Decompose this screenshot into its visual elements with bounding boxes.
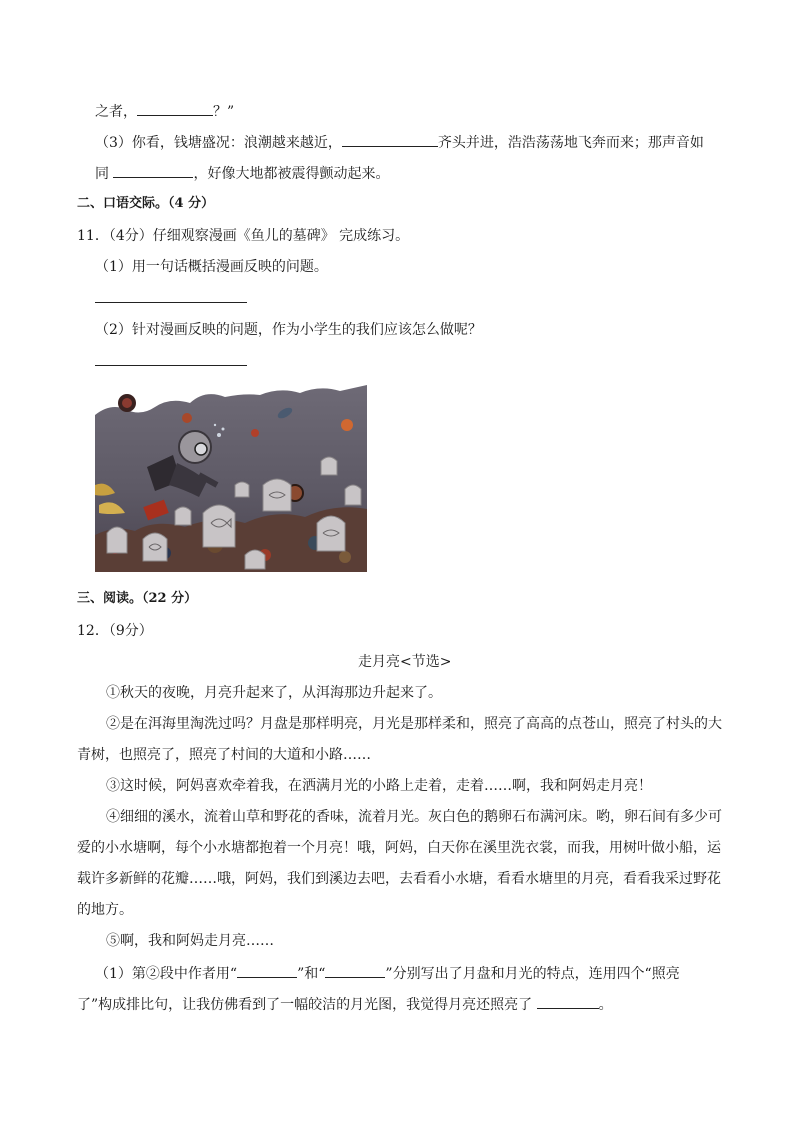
- passage-paragraph-4: ④细细的溪水，流着山草和野花的香味，流着月光。灰白色的鹅卵石布满河床。哟，卵石间有多少可: [106, 809, 722, 825]
- q12-sub1-line1: （1）第②段中作者用“ ”和“ ”分别写出了月盘和月光的特点，连用四个“照亮: [95, 963, 680, 984]
- answer-blank[interactable]: [113, 163, 193, 178]
- answer-line[interactable]: [95, 365, 247, 366]
- section-3-title: 三、阅读。（22 分）: [77, 591, 198, 606]
- q12-sub1-line2: 了”构成排比句，让我仿佛看到了一幅皎洁的月光图，我觉得月亮还照亮了 。: [77, 994, 613, 1015]
- section-2-title: 二、口语交际。（4 分）: [77, 196, 215, 211]
- passage-paragraph-2: ②是在洱海里淘洗过吗？月盘是那样明亮，月光是那样柔和，照亮了高高的点苍山，照亮了村头的大: [106, 716, 722, 732]
- answer-blank[interactable]: [537, 994, 599, 1009]
- passage-paragraph-3: ③这时候，阿妈喜欢牵着我，在洒满月光的小路上走着，走着……啊，我和阿妈走月亮！: [106, 778, 652, 794]
- passage-paragraph-5: ⑤啊，我和阿妈走月亮……: [106, 933, 274, 949]
- passage-title: 走月亮<节选>: [358, 654, 452, 670]
- q10-line2: （3）你看，钱塘盛况：浪潮越来越近， 齐头并进，浩浩荡荡地飞奔而来；那声音如: [95, 132, 704, 153]
- answer-blank[interactable]: [137, 101, 213, 116]
- q10-line3: 同 ，好像大地都被震得颤动起来。: [95, 163, 389, 184]
- passage-paragraph-4-cont3: 的地方。: [77, 902, 133, 918]
- q12-stem: 12．（9分）: [77, 623, 153, 639]
- fish-tombstone-comic: [95, 385, 367, 572]
- passage-paragraph-1: ①秋天的夜晚，月亮升起来了，从洱海那边升起来了。: [106, 685, 442, 701]
- passage-paragraph-2-cont: 青树，也照亮了，照亮了村间的大道和小路……: [77, 747, 371, 763]
- q10-line1: 之者， ？”: [95, 101, 234, 122]
- q11-sub1: （1）用一句话概括漫画反映的问题。: [95, 259, 328, 275]
- answer-blank[interactable]: [325, 963, 385, 978]
- passage-paragraph-4-cont2: 载许多新鲜的花瓣……哦，阿妈，我们到溪边去吧，去看看小水塘，看看水塘里的月亮，看看我采过野花: [77, 871, 721, 887]
- q11-stem: 11．（4分）仔细观察漫画《鱼儿的墓碑》 完成练习。: [77, 228, 410, 244]
- answer-blank[interactable]: [237, 963, 297, 978]
- answer-blank[interactable]: [342, 132, 438, 147]
- passage-paragraph-4-cont1: 爱的小水塘啊，每个小水塘都抱着一个月亮！哦，阿妈，白天你在溪里洗衣裳，而我，用树叶做小船，运: [77, 840, 721, 856]
- answer-line[interactable]: [95, 302, 247, 303]
- q11-sub2: （2）针对漫画反映的问题，作为小学生的我们应该怎么做呢？: [95, 322, 482, 338]
